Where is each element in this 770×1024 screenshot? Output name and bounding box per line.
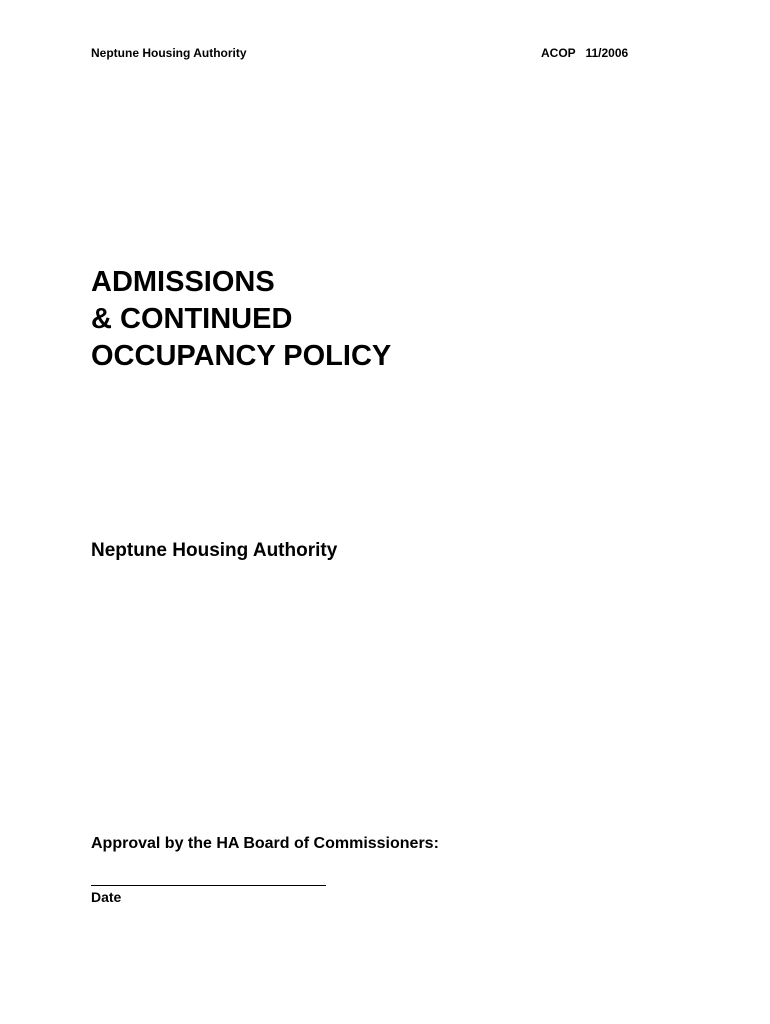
date-signature-line	[91, 885, 326, 886]
date-label: Date	[91, 889, 122, 905]
approval-heading: Approval by the HA Board of Commissioners:	[91, 835, 439, 852]
document-title	[91, 264, 391, 375]
organization-name: Neptune Housing Authority	[91, 540, 338, 561]
header-organization: Neptune Housing Authority	[91, 46, 247, 60]
title-line-2: & CONTINUED	[91, 303, 293, 335]
title-line-1: ADMISSIONS	[91, 266, 275, 298]
header-document-code: ACOP 11/2006	[541, 46, 629, 60]
title-line-3: OCCUPANCY POLICY	[91, 340, 392, 372]
